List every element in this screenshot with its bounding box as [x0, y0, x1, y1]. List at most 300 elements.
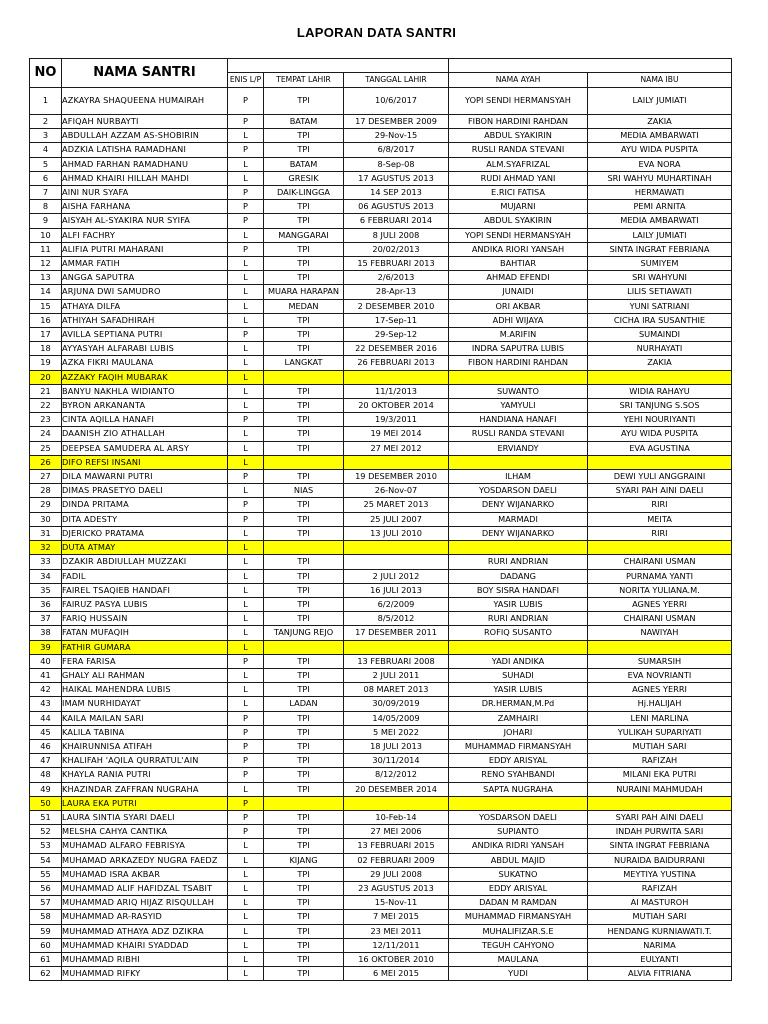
table-row — [30, 356, 732, 370]
cell-no: 48 — [30, 768, 62, 782]
report-title: LAPORAN DATA SANTRI — [296, 25, 457, 40]
cell-no: 15 — [30, 299, 62, 313]
cell-tempat-lahir: TPI — [264, 583, 344, 597]
cell-jenis-kelamin: L — [228, 896, 264, 910]
table-row — [30, 825, 732, 839]
cell-jenis-kelamin: L — [228, 782, 264, 796]
cell-jenis-kelamin: L — [228, 881, 264, 895]
cell-tempat-lahir: TPI — [264, 200, 344, 214]
cell-tanggal-lahir: 2 JULI 2012 — [344, 569, 449, 583]
cell-tempat-lahir: TPI — [264, 952, 344, 966]
cell-nama-santri: BANYU NAKHLA WIDIANTO — [62, 384, 228, 398]
cell-no: 4 — [30, 143, 62, 157]
cell-tanggal-lahir: 22 DESEMBER 2016 — [344, 342, 449, 356]
cell-nama-ibu: HENDANG KURNIAWATI.T. — [588, 924, 732, 938]
cell-tanggal-lahir: 13 FEBRUARI 2015 — [344, 839, 449, 853]
cell-jenis-kelamin: L — [228, 285, 264, 299]
cell-nama-ibu: SRI TANJUNG S.SOS — [588, 399, 732, 413]
cell-nama-ibu: SINTA INGRAT FEBRIANA — [588, 242, 732, 256]
table-row — [30, 342, 732, 356]
table-row — [30, 328, 732, 342]
cell-tanggal-lahir: 2/6/2013 — [344, 271, 449, 285]
cell-nama-santri: AISHA FARHANA — [62, 200, 228, 214]
cell-nama-ibu: SRI WAHYUNI — [588, 271, 732, 285]
cell-nama-ibu: AYU WIDA PUSPITA — [588, 143, 732, 157]
cell-jenis-kelamin: L — [228, 924, 264, 938]
cell-no: 14 — [30, 285, 62, 299]
cell-jenis-kelamin: P — [228, 512, 264, 526]
cell-jenis-kelamin: P — [228, 739, 264, 753]
cell-jenis-kelamin: L — [228, 839, 264, 853]
cell-tempat-lahir: MEDAN — [264, 299, 344, 313]
cell-nama-santri: ABDULLAH AZZAM AS-SHOBIRIN — [62, 129, 228, 143]
cell-tanggal-lahir: 16 JULI 2013 — [344, 583, 449, 597]
cell-tempat-lahir: TPI — [264, 569, 344, 583]
cell-no: 32 — [30, 541, 62, 555]
cell-nama-ayah: MUHAMMAD FIRMANSYAH — [449, 910, 588, 924]
table-row — [30, 569, 732, 583]
cell-nama-santri: AMMAR FATIH — [62, 257, 228, 271]
table-row — [30, 697, 732, 711]
cell-nama-ibu: RAFIZAH — [588, 754, 732, 768]
cell-nama-ibu: WIDIA RAHAYU — [588, 384, 732, 398]
table-row — [30, 526, 732, 540]
cell-nama-ayah: DENY WIJANARKO — [449, 526, 588, 540]
cell-nama-ayah: ILHAM — [449, 470, 588, 484]
cell-nama-ibu: YEHI NOURIYANTI — [588, 413, 732, 427]
cell-jenis-kelamin: L — [228, 597, 264, 611]
cell-no: 16 — [30, 313, 62, 327]
cell-nama-ibu: AI MASTUROH — [588, 896, 732, 910]
cell-nama-santri: AYYASYAH ALFARABI LUBIS — [62, 342, 228, 356]
cell-tanggal-lahir: 25 MARET 2013 — [344, 498, 449, 512]
cell-nama-santri: ALIFIA PUTRI MAHARANI — [62, 242, 228, 256]
header-no: NO — [30, 59, 62, 88]
cell-tanggal-lahir: 14 SEP 2013 — [344, 186, 449, 200]
cell-nama-ayah: EDDY ARISYAL — [449, 881, 588, 895]
cell-tanggal-lahir: 20/02/2013 — [344, 242, 449, 256]
cell-nama-ibu — [588, 796, 732, 810]
cell-nama-santri: MUHAMAD ALFARO FEBRISYA — [62, 839, 228, 853]
cell-nama-ibu: RIRI — [588, 498, 732, 512]
cell-tanggal-lahir — [344, 370, 449, 384]
cell-tanggal-lahir: 29-Sep-12 — [344, 328, 449, 342]
cell-tempat-lahir — [264, 541, 344, 555]
cell-no: 11 — [30, 242, 62, 256]
table-row — [30, 427, 732, 441]
cell-nama-santri: GHALY ALI RAHMAN — [62, 668, 228, 682]
cell-tanggal-lahir: 7 MEI 2015 — [344, 910, 449, 924]
cell-nama-ibu: SRI WAHYU MUHARTINAH — [588, 171, 732, 185]
cell-tempat-lahir: TPI — [264, 214, 344, 228]
cell-tanggal-lahir: 20 OKTOBER 2014 — [344, 399, 449, 413]
cell-no: 39 — [30, 640, 62, 654]
cell-tempat-lahir: TPI — [264, 441, 344, 455]
table-row — [30, 143, 732, 157]
cell-nama-santri: MUHAMMAD ARIQ HIJAZ RISQULLAH — [62, 896, 228, 910]
cell-tempat-lahir: DAIK-LINGGA — [264, 186, 344, 200]
cell-nama-santri: ARJUNA DWI SAMUDRO — [62, 285, 228, 299]
cell-tempat-lahir: MANGGARAI — [264, 228, 344, 242]
cell-jenis-kelamin: L — [228, 384, 264, 398]
cell-no: 51 — [30, 810, 62, 824]
table-row — [30, 612, 732, 626]
cell-tanggal-lahir: 23 AGUSTUS 2013 — [344, 881, 449, 895]
header-tanggal-lahir: TANGGAL LAHIR — [344, 73, 449, 88]
cell-nama-ibu: SINTA INGRAT FEBRIANA — [588, 839, 732, 853]
cell-nama-ibu: SUMARSIH — [588, 654, 732, 668]
table-row — [30, 413, 732, 427]
cell-nama-ayah: AHMAD EFENDI — [449, 271, 588, 285]
cell-nama-ibu: LAILY JUMIATI — [588, 228, 732, 242]
cell-nama-ayah — [449, 370, 588, 384]
cell-nama-ayah: YOPI SENDI HERMANSYAH — [449, 88, 588, 115]
cell-nama-ibu: NARIMA — [588, 938, 732, 952]
cell-tempat-lahir: TPI — [264, 129, 344, 143]
table-row — [30, 952, 732, 966]
cell-no: 21 — [30, 384, 62, 398]
cell-nama-ayah — [449, 796, 588, 810]
cell-tanggal-lahir: 8/5/2012 — [344, 612, 449, 626]
cell-tempat-lahir: TPI — [264, 782, 344, 796]
cell-no: 38 — [30, 626, 62, 640]
cell-nama-ibu — [588, 455, 732, 469]
table-row — [30, 313, 732, 327]
table-row — [30, 498, 732, 512]
cell-tanggal-lahir: 30/11/2014 — [344, 754, 449, 768]
cell-nama-santri: MUHAMAD ISRA AKBAR — [62, 867, 228, 881]
table-row — [30, 299, 732, 313]
cell-nama-ibu — [588, 640, 732, 654]
cell-tempat-lahir: TPI — [264, 342, 344, 356]
table-row — [30, 796, 732, 810]
cell-no: 53 — [30, 839, 62, 853]
cell-tanggal-lahir: 8/12/2012 — [344, 768, 449, 782]
cell-nama-ibu — [588, 541, 732, 555]
cell-tempat-lahir: MUARA HARAPAN — [264, 285, 344, 299]
cell-nama-santri: IMAM NURHIDAYAT — [62, 697, 228, 711]
cell-tempat-lahir: TPI — [264, 512, 344, 526]
cell-nama-ayah: YASIR LUBIS — [449, 683, 588, 697]
cell-jenis-kelamin: P — [228, 413, 264, 427]
cell-tanggal-lahir — [344, 555, 449, 569]
cell-nama-ayah: DENY WIJANARKO — [449, 498, 588, 512]
cell-tanggal-lahir: 25 JULI 2007 — [344, 512, 449, 526]
cell-nama-ayah: BOY SISRA HANDAFI — [449, 583, 588, 597]
cell-no: 35 — [30, 583, 62, 597]
table-row — [30, 200, 732, 214]
cell-jenis-kelamin: L — [228, 399, 264, 413]
cell-nama-santri: AHMAD KHAIRI HILLAH MAHDI — [62, 171, 228, 185]
cell-no: 17 — [30, 328, 62, 342]
cell-tempat-lahir — [264, 455, 344, 469]
cell-tempat-lahir: LADAN — [264, 697, 344, 711]
table-row — [30, 512, 732, 526]
cell-no: 8 — [30, 200, 62, 214]
cell-tanggal-lahir: 13 FEBRUARI 2008 — [344, 654, 449, 668]
cell-jenis-kelamin: P — [228, 200, 264, 214]
table-row — [30, 455, 732, 469]
cell-no: 55 — [30, 867, 62, 881]
cell-tempat-lahir: TPI — [264, 597, 344, 611]
cell-nama-ayah: YAMYULI — [449, 399, 588, 413]
cell-jenis-kelamin: P — [228, 88, 264, 115]
cell-nama-ayah: HANDIANA HANAFI — [449, 413, 588, 427]
cell-nama-ayah: JUNAIDI — [449, 285, 588, 299]
cell-nama-ibu: CICHA IRA SUSANTHIE — [588, 313, 732, 327]
cell-tanggal-lahir: 6/8/2017 — [344, 143, 449, 157]
cell-nama-ibu: ALVIA FITRIANA — [588, 967, 732, 981]
table-row — [30, 171, 732, 185]
table-row — [30, 896, 732, 910]
cell-jenis-kelamin: L — [228, 555, 264, 569]
cell-jenis-kelamin: L — [228, 271, 264, 285]
cell-nama-santri: ANGGA SAPUTRA — [62, 271, 228, 285]
table-row — [30, 881, 732, 895]
cell-nama-santri: FATAN MUFAQIH — [62, 626, 228, 640]
table-row — [30, 924, 732, 938]
cell-jenis-kelamin: L — [228, 257, 264, 271]
cell-tanggal-lahir: 26 FEBRUARI 2013 — [344, 356, 449, 370]
cell-nama-santri: DILA MAWARNI PUTRI — [62, 470, 228, 484]
table-row — [30, 271, 732, 285]
cell-no: 18 — [30, 342, 62, 356]
cell-nama-santri: AHMAD FARHAN RAMADHANU — [62, 157, 228, 171]
cell-tanggal-lahir: 17 DESEMBER 2011 — [344, 626, 449, 640]
cell-nama-santri: MUHAMMAD AR-RASYID — [62, 910, 228, 924]
cell-tanggal-lahir: 15-Nov-11 — [344, 896, 449, 910]
cell-no: 30 — [30, 512, 62, 526]
cell-nama-ibu: YULIKAH SUPARIYATI — [588, 725, 732, 739]
cell-tempat-lahir: TPI — [264, 413, 344, 427]
cell-nama-ayah: M.ARIFIN — [449, 328, 588, 342]
cell-no: 61 — [30, 952, 62, 966]
cell-jenis-kelamin: L — [228, 356, 264, 370]
cell-jenis-kelamin: L — [228, 484, 264, 498]
cell-jenis-kelamin: P — [228, 498, 264, 512]
cell-no: 10 — [30, 228, 62, 242]
cell-nama-ayah: DADANG — [449, 569, 588, 583]
cell-nama-santri: KHAZINDAR ZAFFRAN NUGRAHA — [62, 782, 228, 796]
cell-nama-ibu: SYARI PAH AINI DAELI — [588, 810, 732, 824]
cell-nama-santri: FERA FARISA — [62, 654, 228, 668]
cell-nama-santri: ATHAYA DILFA — [62, 299, 228, 313]
cell-nama-ayah: TEGUH CAHYONO — [449, 938, 588, 952]
cell-nama-santri: MUHAMMAD RIBHI — [62, 952, 228, 966]
cell-nama-ibu: CHAIRANI USMAN — [588, 555, 732, 569]
cell-nama-ayah: SUHADI — [449, 668, 588, 682]
cell-no: 58 — [30, 910, 62, 924]
cell-no: 31 — [30, 526, 62, 540]
cell-no: 9 — [30, 214, 62, 228]
cell-tempat-lahir: GRESIK — [264, 171, 344, 185]
cell-nama-ibu: SUMAINDI — [588, 328, 732, 342]
cell-tanggal-lahir: 8 JULI 2008 — [344, 228, 449, 242]
cell-nama-santri: AZKAYRA SHAQUEENA HUMAIRAH — [62, 88, 228, 115]
cell-tempat-lahir: TPI — [264, 313, 344, 327]
table-row — [30, 370, 732, 384]
cell-nama-santri: DEEPSEA SAMUDERA AL ARSY — [62, 441, 228, 455]
table-row — [30, 129, 732, 143]
cell-nama-ayah: SAPTA NUGRAHA — [449, 782, 588, 796]
cell-no: 47 — [30, 754, 62, 768]
cell-nama-santri: LAURA EKA PUTRI — [62, 796, 228, 810]
cell-nama-santri: DIMAS PRASETYO DAELI — [62, 484, 228, 498]
cell-nama-santri: LAURA SINTIA SYARI DAELI — [62, 810, 228, 824]
cell-nama-ayah: ABDUL SYAKIRIN — [449, 214, 588, 228]
cell-nama-santri: KHALIFAH 'AQILA QURRATUL'AIN — [62, 754, 228, 768]
table-row — [30, 640, 732, 654]
cell-tanggal-lahir: 30/09/2019 — [344, 697, 449, 711]
table-row — [30, 384, 732, 398]
cell-nama-ayah: MUHAMMAD FIRMANSYAH — [449, 739, 588, 753]
table-row — [30, 470, 732, 484]
cell-jenis-kelamin: L — [228, 910, 264, 924]
cell-nama-ibu: NORITA YULIANA.M. — [588, 583, 732, 597]
cell-nama-ayah: MARMADI — [449, 512, 588, 526]
cell-nama-ibu: CHAIRANI USMAN — [588, 612, 732, 626]
cell-nama-santri: DJERICKO PRATAMA — [62, 526, 228, 540]
cell-tempat-lahir: TPI — [264, 938, 344, 952]
cell-tempat-lahir: LANGKAT — [264, 356, 344, 370]
cell-no: 43 — [30, 697, 62, 711]
cell-tempat-lahir: BATAM — [264, 157, 344, 171]
cell-nama-ibu: ZAKIA — [588, 356, 732, 370]
header-nama-santri: NAMA SANTRI — [62, 59, 228, 88]
table-row — [30, 285, 732, 299]
table-row — [30, 583, 732, 597]
cell-no: 23 — [30, 413, 62, 427]
cell-nama-ayah: ALM.SYAFRIZAL — [449, 157, 588, 171]
cell-jenis-kelamin: L — [228, 583, 264, 597]
cell-jenis-kelamin: P — [228, 754, 264, 768]
cell-tempat-lahir: TPI — [264, 839, 344, 853]
cell-tanggal-lahir: 16 OKTOBER 2010 — [344, 952, 449, 966]
cell-nama-ibu: MEITA — [588, 512, 732, 526]
cell-jenis-kelamin: L — [228, 569, 264, 583]
cell-nama-ayah: RUSLI RANDA STEVANI — [449, 143, 588, 157]
cell-tempat-lahir: TPI — [264, 881, 344, 895]
cell-nama-santri: MELSHA CAHYA CANTIKA — [62, 825, 228, 839]
cell-nama-ibu: NURAINI MAHMUDAH — [588, 782, 732, 796]
cell-tempat-lahir: TPI — [264, 427, 344, 441]
cell-tanggal-lahir — [344, 541, 449, 555]
cell-nama-santri: CINTA AQILLA HANAFI — [62, 413, 228, 427]
table-row — [30, 257, 732, 271]
cell-tanggal-lahir: 10/6/2017 — [344, 88, 449, 115]
cell-nama-ibu: LENI MARLINA — [588, 711, 732, 725]
cell-jenis-kelamin: P — [228, 214, 264, 228]
table-row — [30, 654, 732, 668]
table-row — [30, 555, 732, 569]
cell-nama-ayah: SUWANTO — [449, 384, 588, 398]
cell-tempat-lahir — [264, 370, 344, 384]
cell-nama-ayah — [449, 541, 588, 555]
cell-no: 19 — [30, 356, 62, 370]
cell-no: 27 — [30, 470, 62, 484]
table-row — [30, 399, 732, 413]
cell-tanggal-lahir: 17 DESEMBER 2009 — [344, 115, 449, 129]
cell-nama-santri: ALFI FACHRY — [62, 228, 228, 242]
cell-tempat-lahir: TPI — [264, 242, 344, 256]
table-row — [30, 683, 732, 697]
cell-tempat-lahir: TPI — [264, 88, 344, 115]
cell-jenis-kelamin: L — [228, 455, 264, 469]
table-row — [30, 810, 732, 824]
cell-nama-ayah: ANDIKA RIORI YANSAH — [449, 242, 588, 256]
cell-tanggal-lahir: 06 AGUSTUS 2013 — [344, 200, 449, 214]
cell-tanggal-lahir: 10-Feb-14 — [344, 810, 449, 824]
cell-tanggal-lahir: 27 MEI 2006 — [344, 825, 449, 839]
table-row — [30, 541, 732, 555]
cell-jenis-kelamin: P — [228, 115, 264, 129]
cell-nama-santri: DITA ADESTY — [62, 512, 228, 526]
cell-jenis-kelamin: P — [228, 768, 264, 782]
cell-jenis-kelamin: P — [228, 825, 264, 839]
cell-tanggal-lahir: 14/05/2009 — [344, 711, 449, 725]
cell-nama-ayah: RENO SYAHBANDI — [449, 768, 588, 782]
table-row — [30, 867, 732, 881]
cell-no: 37 — [30, 612, 62, 626]
cell-nama-santri: AVILLA SEPTIANA PUTRI — [62, 328, 228, 342]
table-row — [30, 668, 732, 682]
header-nama-ayah: NAMA AYAH — [449, 73, 588, 88]
cell-nama-santri: DZAKIR ABDIULLAH MUZZAKI — [62, 555, 228, 569]
cell-tanggal-lahir: 6 MEI 2015 — [344, 967, 449, 981]
cell-jenis-kelamin: L — [228, 683, 264, 697]
cell-nama-ibu: Hj.HALIJAH — [588, 697, 732, 711]
cell-no: 3 — [30, 129, 62, 143]
cell-nama-ibu: MUTIAH SARI — [588, 739, 732, 753]
cell-nama-santri: BYRON ARKANANTA — [62, 399, 228, 413]
cell-nama-santri: DAANISH ZIO ATHALLAH — [62, 427, 228, 441]
cell-nama-ayah: JOHARI — [449, 725, 588, 739]
cell-nama-santri: FADIL — [62, 569, 228, 583]
cell-tempat-lahir: TPI — [264, 910, 344, 924]
cell-nama-ibu: EVA AGUSTINA — [588, 441, 732, 455]
cell-jenis-kelamin: L — [228, 938, 264, 952]
table-row — [30, 739, 732, 753]
cell-tanggal-lahir: 19/3/2011 — [344, 413, 449, 427]
cell-tempat-lahir: TPI — [264, 810, 344, 824]
table-row — [30, 186, 732, 200]
cell-nama-ayah: ADHI WIJAYA — [449, 313, 588, 327]
cell-nama-santri: MUHAMMAD RIFKY — [62, 967, 228, 981]
cell-nama-ayah: YUDI — [449, 967, 588, 981]
cell-nama-ayah: EDDY ARISYAL — [449, 754, 588, 768]
cell-nama-ibu: MILANI EKA PUTRI — [588, 768, 732, 782]
cell-nama-santri: FAIRUZ PASYA LUBIS — [62, 597, 228, 611]
cell-nama-santri: KHAYLA RANIA PUTRI — [62, 768, 228, 782]
cell-tanggal-lahir: 8-Sep-08 — [344, 157, 449, 171]
cell-nama-ayah: YADI ANDIKA — [449, 654, 588, 668]
cell-tempat-lahir: TPI — [264, 867, 344, 881]
cell-nama-ibu: INDAH PURWITA SARI — [588, 825, 732, 839]
cell-tempat-lahir: TPI — [264, 768, 344, 782]
cell-nama-ayah: ZAMHAIRI — [449, 711, 588, 725]
cell-no: 52 — [30, 825, 62, 839]
cell-nama-ibu: RIRI — [588, 526, 732, 540]
cell-tempat-lahir: TPI — [264, 399, 344, 413]
cell-jenis-kelamin: P — [228, 143, 264, 157]
cell-tanggal-lahir: 19 DESEMBER 2010 — [344, 470, 449, 484]
table-row — [30, 782, 732, 796]
table-row — [30, 597, 732, 611]
cell-tempat-lahir: TPI — [264, 739, 344, 753]
cell-nama-ayah: DADAN M RAMDAN — [449, 896, 588, 910]
header-blank-cell — [228, 59, 449, 73]
cell-nama-santri: AISYAH AL-SYAKIRA NUR SYIFA — [62, 214, 228, 228]
